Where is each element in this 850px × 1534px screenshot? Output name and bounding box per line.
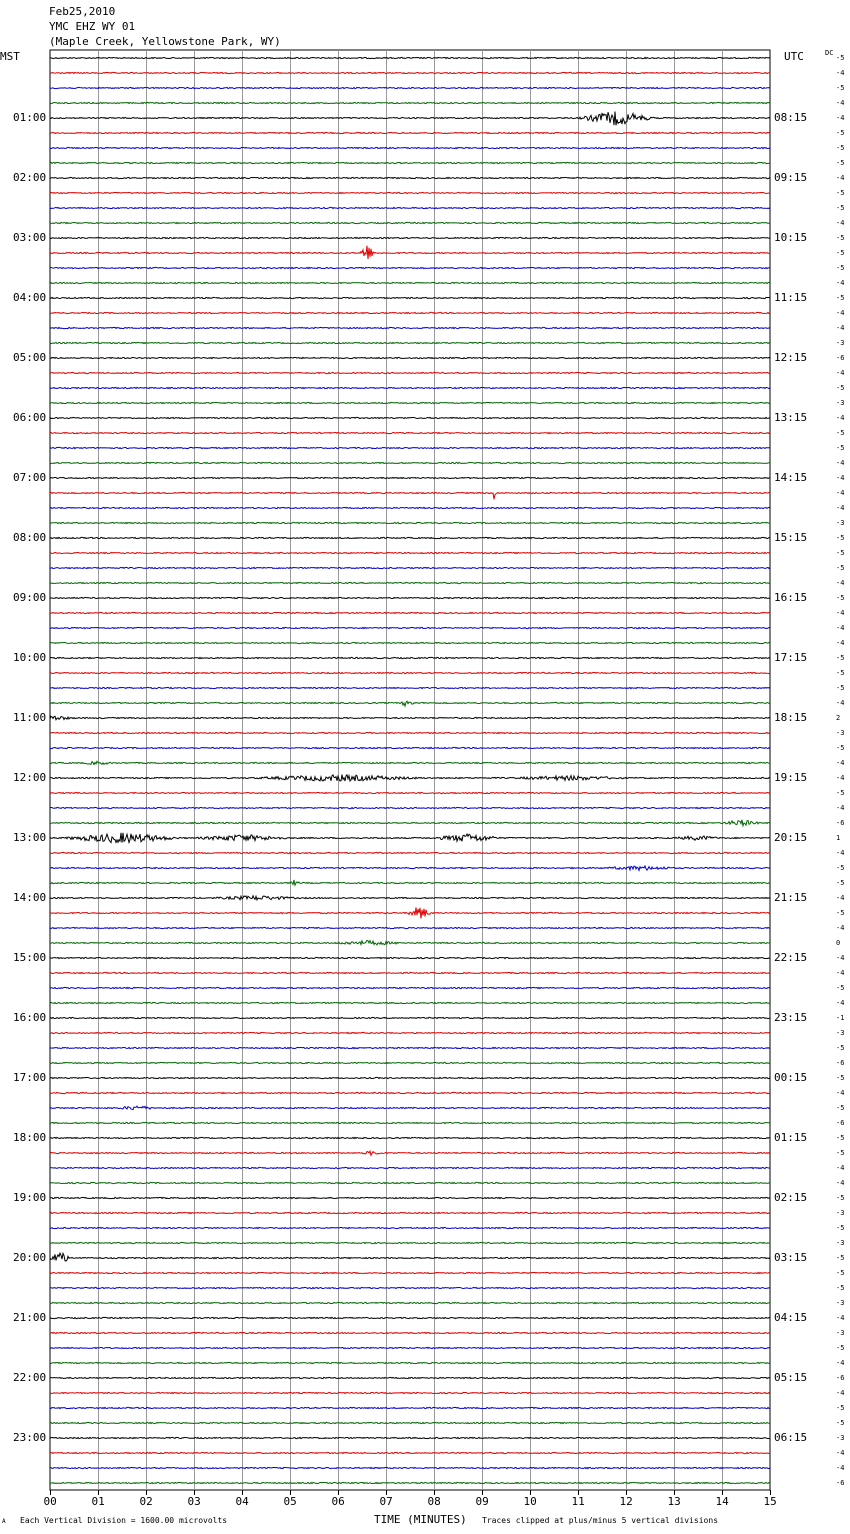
left-hour-label: 15:00 [13, 951, 47, 964]
dc-offset-label: -5 [836, 129, 845, 137]
right-hour-label: 12:15 [774, 351, 808, 364]
right-hour-label: 16:15 [774, 591, 808, 604]
scale-mark: A [2, 1518, 6, 1525]
dc-offset-label: -5 [836, 669, 845, 677]
x-tick-label: 15 [763, 1495, 777, 1508]
dc-offset-label: -5 [836, 1344, 845, 1352]
dc-offset-label: -5 [836, 864, 845, 872]
clip-note: Traces clipped at plus/minus 5 vertical divisions [482, 1516, 719, 1525]
dc-offset-label: -4 [836, 369, 845, 377]
seismic-trace [50, 716, 770, 719]
dc-offset-label: -5 [836, 549, 845, 557]
seismic-trace [50, 522, 770, 523]
seismic-trace [50, 1253, 770, 1261]
dc-offset-label: -4 [836, 174, 845, 182]
x-tick-label: 05 [283, 1495, 297, 1508]
right-hour-label: 10:15 [774, 231, 808, 244]
dc-offset-label: -5 [836, 789, 845, 797]
seismic-trace [50, 1002, 770, 1003]
seismic-trace [50, 492, 770, 499]
dc-offset-label: -3 [836, 1239, 845, 1247]
right-hour-label: 14:15 [774, 471, 808, 484]
dc-offset-label: -4 [836, 804, 845, 812]
dc-offset-label: -6 [836, 1059, 845, 1067]
left-hour-label: 18:00 [13, 1131, 47, 1144]
seismic-trace [50, 237, 770, 238]
dc-offset-label: -5 [836, 1269, 845, 1277]
dc-offset-label: -5 [836, 534, 845, 542]
right-hour-label: 18:15 [774, 711, 808, 724]
seismic-trace [50, 880, 770, 885]
right-hour-label: 23:15 [774, 1011, 808, 1024]
seismic-trace [50, 1242, 770, 1243]
dc-offset-label: -4 [836, 609, 845, 617]
seismic-trace [50, 192, 770, 193]
right-hour-label: 21:15 [774, 891, 808, 904]
seismic-trace [50, 132, 770, 133]
dc-offset-label: -5 [836, 1194, 845, 1202]
dc-offset-label: -3 [836, 519, 845, 527]
dc-offset-label: -5 [836, 1404, 845, 1412]
seismic-trace [50, 282, 770, 283]
seismic-trace [50, 852, 770, 853]
seismic-trace [50, 627, 770, 628]
dc-offset-label: -5 [836, 1284, 845, 1292]
seismic-trace [50, 1182, 770, 1183]
seismic-trace [50, 582, 770, 583]
dc-offset-label: -5 [836, 1074, 845, 1082]
dc-offset-label: -4 [836, 1389, 845, 1397]
dc-offset-label: -6 [836, 1479, 845, 1487]
dc-offset-label: -4 [836, 309, 845, 317]
right-hour-label: 11:15 [774, 291, 808, 304]
right-hour-label: 22:15 [774, 951, 808, 964]
dc-offset-label: -1 [836, 1014, 845, 1022]
seismic-trace [50, 820, 770, 826]
dc-offset-label: -5 [836, 264, 845, 272]
dc-offset-label: 2 [836, 714, 841, 722]
right-hour-label: 13:15 [774, 411, 808, 424]
x-axis-title: TIME (MINUTES) [374, 1513, 467, 1526]
left-hour-label: 13:00 [13, 831, 47, 844]
x-tick-label: 13 [667, 1495, 681, 1508]
dc-offset-label: -6 [836, 354, 845, 362]
seismic-trace [50, 1467, 770, 1468]
seismic-trace [50, 672, 770, 673]
left-hour-label: 19:00 [13, 1191, 47, 1204]
dc-offset-label: -4 [836, 1449, 845, 1457]
dc-offset-label: -5 [836, 564, 845, 572]
dc-offset-label: -5 [836, 294, 845, 302]
dc-offset-label: -4 [836, 459, 845, 467]
seismic-trace [50, 1407, 770, 1408]
left-hour-label: 09:00 [13, 591, 47, 604]
seismic-trace [50, 747, 770, 748]
seismic-trace [50, 657, 770, 658]
dc-offset-label: -3 [836, 1329, 845, 1337]
dc-offset-label: -5 [836, 1134, 845, 1142]
x-tick-label: 09 [475, 1495, 489, 1508]
seismic-trace [50, 1317, 770, 1318]
x-tick-label: 12 [619, 1495, 633, 1508]
seismic-trace [50, 1151, 770, 1155]
x-tick-label: 04 [235, 1495, 249, 1508]
seismic-trace [50, 642, 770, 643]
header-station: YMC EHZ WY 01 [49, 20, 136, 33]
seismic-trace [50, 57, 770, 58]
seismic-trace [50, 896, 770, 900]
seismic-trace [50, 402, 770, 403]
seismic-trace [50, 357, 770, 358]
left-hour-label: 14:00 [13, 891, 47, 904]
seismic-trace [50, 972, 770, 973]
dc-offset-label: -4 [836, 99, 845, 107]
seismic-trace [50, 417, 770, 418]
left-hour-label: 16:00 [13, 1011, 47, 1024]
seismic-trace [50, 1227, 770, 1228]
left-hour-label: 01:00 [13, 111, 47, 124]
header-location: (Maple Creek, Yellowstone Park, WY) [49, 35, 281, 48]
x-tick-label: 02 [139, 1495, 153, 1508]
seismic-trace [50, 1106, 770, 1109]
dc-offset-label: -4 [836, 1314, 845, 1322]
left-timezone-label: MST [0, 50, 20, 63]
dc-offset-label: -4 [836, 69, 845, 77]
dc-offset-label: -3 [836, 399, 845, 407]
seismic-trace [50, 701, 770, 706]
x-tick-label: 01 [91, 1495, 105, 1508]
right-hour-label: 20:15 [774, 831, 808, 844]
left-hour-label: 04:00 [13, 291, 47, 304]
seismic-trace [50, 112, 770, 126]
seismic-trace [50, 267, 770, 268]
dc-offset-label: -5 [836, 84, 845, 92]
dc-offset-label: -5 [836, 594, 845, 602]
seismic-trace [50, 1422, 770, 1423]
dc-offset-label: -4 [836, 1464, 845, 1472]
dc-offset-label: -4 [836, 954, 845, 962]
x-tick-label: 07 [379, 1495, 393, 1508]
seismic-trace [50, 297, 770, 298]
seismic-trace [50, 1347, 770, 1348]
seismic-trace [50, 327, 770, 328]
dc-offset-label: -5 [836, 1044, 845, 1052]
dc-offset-label: -5 [836, 444, 845, 452]
dc-offset-label: -5 [836, 204, 845, 212]
seismic-trace [50, 477, 770, 478]
dc-offset-label: -5 [836, 159, 845, 167]
seismic-trace [50, 372, 770, 373]
dc-offset-label: -5 [836, 1149, 845, 1157]
dc-offset-label: -4 [836, 489, 845, 497]
seismic-trace [50, 462, 770, 463]
right-hour-label: 09:15 [774, 171, 808, 184]
seismic-trace [50, 1017, 770, 1018]
vertical-division-note: Each Vertical Division = 1600.00 microvolts [20, 1516, 228, 1525]
seismic-trace [50, 1272, 770, 1273]
seismic-trace [50, 866, 770, 870]
dc-offset-label: -5 [836, 1104, 845, 1112]
seismic-trace [50, 222, 770, 223]
right-hour-label: 06:15 [774, 1431, 808, 1444]
seismic-trace [50, 833, 770, 843]
seismic-trace [50, 807, 770, 808]
right-hour-label: 04:15 [774, 1311, 808, 1324]
trace-lines [50, 57, 770, 1483]
seismic-trace [50, 687, 770, 688]
seismic-trace [50, 567, 770, 568]
left-hour-label: 17:00 [13, 1071, 47, 1084]
dc-offset-label: -4 [836, 279, 845, 287]
dc-offset-label: 0 [836, 939, 841, 947]
dc-offset-label: -4 [836, 114, 845, 122]
seismic-trace [50, 207, 770, 208]
seismic-trace [50, 1032, 770, 1033]
dc-label: DC [825, 49, 834, 57]
right-hour-label: 02:15 [774, 1191, 808, 1204]
seismic-trace [50, 246, 770, 259]
seismic-trace [50, 1167, 770, 1168]
grid-lines [50, 50, 771, 1495]
plot-frame [50, 50, 770, 1490]
left-hour-label: 20:00 [13, 1251, 47, 1264]
seismic-trace [50, 1437, 770, 1438]
dc-offset-label: -5 [836, 879, 845, 887]
seismic-trace [50, 775, 770, 781]
left-hour-label: 10:00 [13, 651, 47, 664]
seismic-trace [50, 927, 770, 928]
seismic-trace [50, 987, 770, 988]
seismic-trace [50, 761, 770, 764]
right-hour-label: 01:15 [774, 1131, 808, 1144]
x-tick-label: 11 [571, 1495, 585, 1508]
dc-offset-label: -4 [836, 894, 845, 902]
seismic-trace [50, 87, 770, 88]
seismic-trace [50, 1077, 770, 1078]
right-hour-label: 17:15 [774, 651, 808, 664]
seismic-trace [50, 1452, 770, 1453]
right-hour-label: 00:15 [774, 1071, 808, 1084]
seismic-trace [50, 1332, 770, 1333]
seismic-trace [50, 447, 770, 448]
seismic-trace [50, 387, 770, 388]
dc-offset-label: -4 [836, 639, 845, 647]
dc-offset-label: -6 [836, 1374, 845, 1382]
dc-offset-label: -6 [836, 819, 845, 827]
left-hour-label: 11:00 [13, 711, 47, 724]
dc-offset-label: -6 [836, 1119, 845, 1127]
seismic-trace [50, 732, 770, 733]
seismic-trace [50, 312, 770, 313]
dc-offset-label: -5 [836, 1254, 845, 1262]
seismic-trace [50, 1122, 770, 1123]
right-hour-label: 19:15 [774, 771, 808, 784]
left-hour-label: 02:00 [13, 171, 47, 184]
dc-offset-label: -5 [836, 249, 845, 257]
seismic-trace [50, 432, 770, 433]
left-hour-label: 07:00 [13, 471, 47, 484]
left-hour-label: 06:00 [13, 411, 47, 424]
seismic-trace [50, 537, 770, 538]
seismic-trace [50, 1062, 770, 1063]
seismic-trace [50, 1092, 770, 1093]
seismic-trace [50, 940, 770, 945]
left-hour-label: 08:00 [13, 531, 47, 544]
dc-offset-label: -5 [836, 684, 845, 692]
dc-offset-label: -4 [836, 999, 845, 1007]
dc-offset-label: -5 [836, 909, 845, 917]
dc-offset-label: 1 [836, 834, 841, 842]
dc-offset-label: -5 [836, 1419, 845, 1427]
seismic-trace [50, 1377, 770, 1378]
dc-offset-label: -4 [836, 219, 845, 227]
dc-offset-label: -4 [836, 969, 845, 977]
dc-offset-label: -5 [836, 654, 845, 662]
dc-offset-label: -4 [836, 504, 845, 512]
dc-offset-label: -4 [836, 924, 845, 932]
seismic-trace [50, 552, 770, 553]
dc-offset-label: -3 [836, 1209, 845, 1217]
dc-offset-label: -5 [836, 54, 845, 62]
dc-offset-label: -4 [836, 759, 845, 767]
dc-offset-label: -4 [836, 849, 845, 857]
dc-offset-label: -5 [836, 1224, 845, 1232]
dc-offset-label: -3 [836, 1029, 845, 1037]
dc-offset-label: -4 [836, 774, 845, 782]
seismic-trace [50, 957, 770, 958]
seismic-trace [50, 1212, 770, 1213]
left-hour-label: 23:00 [13, 1431, 47, 1444]
x-tick-label: 06 [331, 1495, 345, 1508]
seismic-trace [50, 342, 770, 343]
x-tick-label: 03 [187, 1495, 201, 1508]
seismic-trace [50, 1302, 770, 1303]
header-date: Feb25,2010 [49, 5, 116, 18]
dc-offset-label: -4 [836, 414, 845, 422]
dc-offset-label: -5 [836, 984, 845, 992]
seismic-trace [50, 1362, 770, 1363]
x-tick-label: 14 [715, 1495, 729, 1508]
dc-offset-label: -4 [836, 1359, 845, 1367]
x-tick-label: 00 [43, 1495, 57, 1508]
seismic-trace [50, 597, 770, 598]
seismic-trace [50, 507, 770, 508]
right-hour-label: 08:15 [774, 111, 808, 124]
x-tick-label: 10 [523, 1495, 537, 1508]
left-hour-label: 21:00 [13, 1311, 47, 1324]
dc-offset-label: -4 [836, 699, 845, 707]
seismic-trace [50, 1137, 770, 1138]
dc-offset-label: -3 [836, 1434, 845, 1442]
seismic-trace [50, 162, 770, 163]
seismic-trace [50, 1392, 770, 1393]
dc-offset-label: -5 [836, 144, 845, 152]
dc-offset-label: -5 [836, 429, 845, 437]
left-hour-label: 22:00 [13, 1371, 47, 1384]
dc-offset-label: -4 [836, 579, 845, 587]
dc-offset-label: -5 [836, 189, 845, 197]
dc-offset-label: -3 [836, 339, 845, 347]
seismic-trace [50, 1047, 770, 1048]
seismic-trace [50, 1197, 770, 1198]
dc-offset-label: -4 [836, 624, 845, 632]
seismic-trace [50, 1482, 770, 1483]
seismic-trace [50, 102, 770, 103]
dc-offset-label: -5 [836, 384, 845, 392]
left-hour-label: 12:00 [13, 771, 47, 784]
seismic-trace [50, 147, 770, 148]
seismic-trace [50, 1287, 770, 1288]
dc-offset-label: -4 [836, 324, 845, 332]
dc-offset-label: -5 [836, 744, 845, 752]
seismic-trace [50, 177, 770, 178]
dc-offset-label: -3 [836, 1299, 845, 1307]
dc-offset-label: -4 [836, 1179, 845, 1187]
left-hour-label: 05:00 [13, 351, 47, 364]
dc-offset-label: -3 [836, 729, 845, 737]
dc-offset-label: -4 [836, 474, 845, 482]
right-hour-label: 05:15 [774, 1371, 808, 1384]
right-hour-label: 15:15 [774, 531, 808, 544]
dc-offset-label: -4 [836, 1089, 845, 1097]
seismic-trace [50, 908, 770, 919]
right-hour-label: 03:15 [774, 1251, 808, 1264]
dc-offset-label: -5 [836, 234, 845, 242]
left-hour-label: 03:00 [13, 231, 47, 244]
x-tick-label: 08 [427, 1495, 441, 1508]
seismic-trace [50, 72, 770, 73]
seismic-trace [50, 612, 770, 613]
seismic-trace [50, 792, 770, 793]
dc-offset-label: -4 [836, 1164, 845, 1172]
right-timezone-label: UTC [784, 50, 804, 63]
